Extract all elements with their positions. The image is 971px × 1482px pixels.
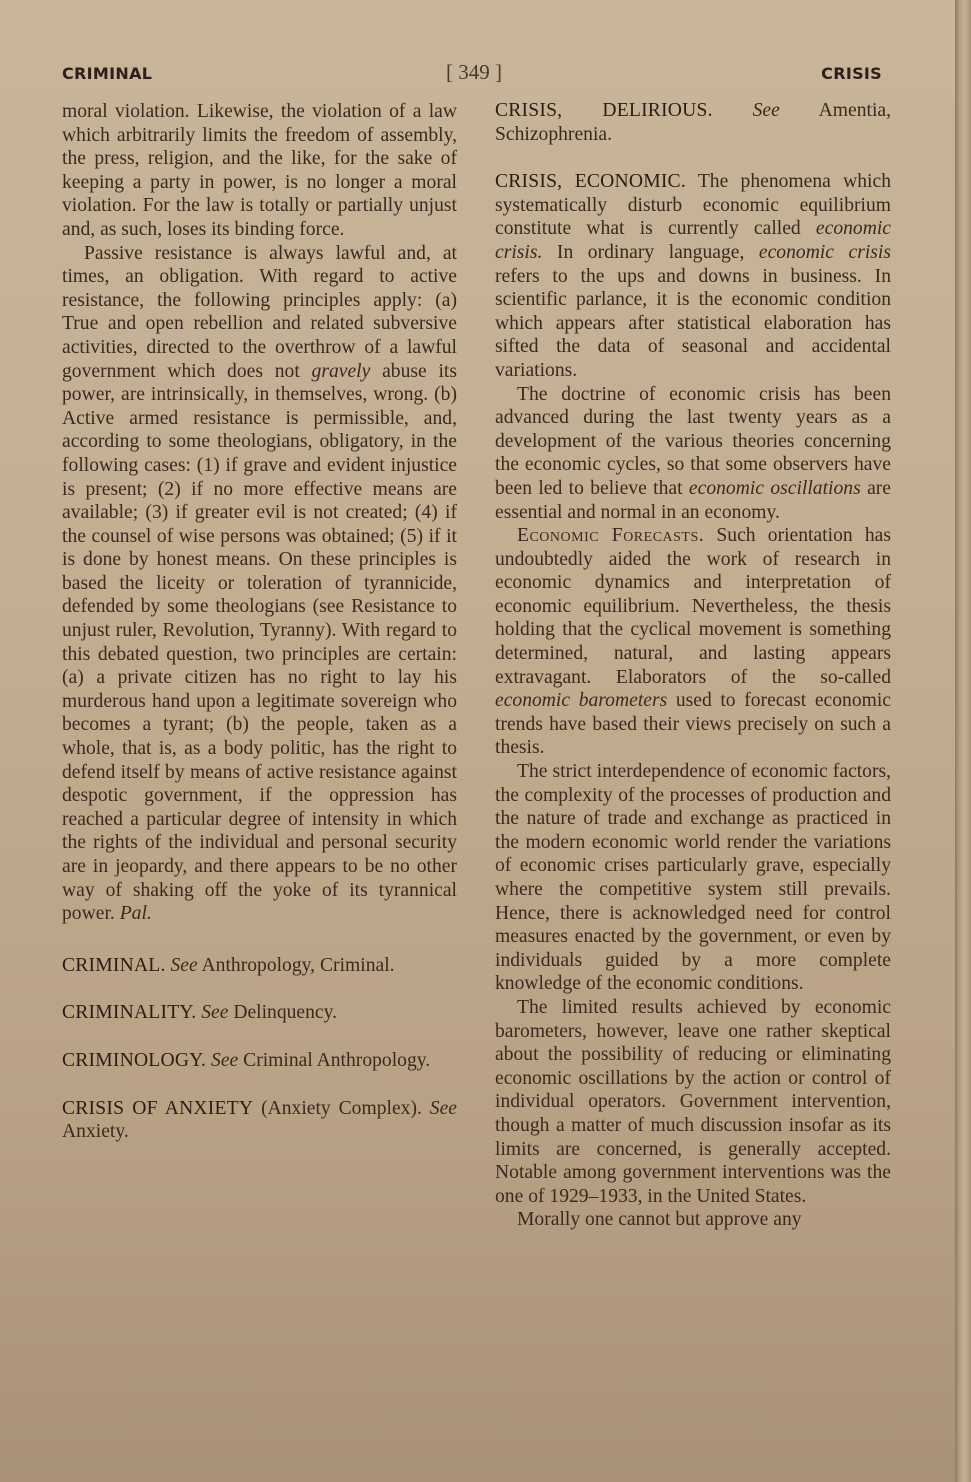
text-run: are essential and normal in an economy. bbox=[495, 477, 891, 523]
headword: CRIMINAL. bbox=[62, 954, 166, 976]
cross-reference[interactable]: Anthropology, Criminal. bbox=[201, 954, 395, 976]
barometers-paragraph: The limited results achieved by economic barometers, however, leave one rather skeptical about the possibility of reducing or eliminating economic oscillations by the action or control of individual operators. Government intervention, though a matter of much discussion insofar as its limits are concerned, is generally accepted. Notable among government interventions was the one of 1929–1933, in the United States. bbox=[495, 996, 891, 1207]
see-label: See bbox=[752, 100, 780, 121]
subheading: Economic Forecasts. bbox=[517, 525, 705, 547]
running-head-right: CRISIS bbox=[821, 64, 882, 83]
page-edge bbox=[955, 0, 971, 1482]
italic-run: economic crisis bbox=[758, 241, 891, 263]
text-run: refers to the ups and downs in business. In scientific parlance, it is the economic condition which appears after statistical elaboration has sifted the data of seasonal and accidental variations. bbox=[495, 265, 891, 381]
right-column bbox=[495, 99, 891, 1232]
resistance-paragraph bbox=[62, 242, 457, 926]
text-run: In ordinary language, bbox=[542, 241, 759, 263]
headword: CRIMINOLOGY. bbox=[62, 1049, 207, 1071]
see-label: See bbox=[170, 954, 198, 976]
text-run: The doctrine of economic crisis has been advanced during the last twenty years as a development of the various theories concerning the economic cycles, so that some observers have been led to believe that bbox=[495, 383, 891, 499]
entry-note: (Anxiety Complex). bbox=[261, 1097, 422, 1119]
cross-reference[interactable]: Amentia, Schizophrenia. bbox=[495, 100, 891, 145]
italic-run: economic oscillations bbox=[688, 477, 861, 499]
italic-run: economic barometers bbox=[495, 690, 668, 712]
continuation-paragraph: moral violation. Likewise, the violation of a law which arbitrarily limits the freedom of assembly, the press, religion, and the like, for the sake of keeping a party in power, is no longer a moral violation. For the law is totally or partially unjust and, as such, loses its binding force. bbox=[62, 101, 457, 240]
text-run: The phenomena which systematically disturb economic equilibrium constitute what is currently called bbox=[495, 171, 891, 240]
entry-criminology bbox=[62, 1049, 457, 1073]
cross-reference[interactable]: Criminal Anthropology. bbox=[243, 1049, 431, 1071]
text-run: Passive resistance is always lawful and, at times, an obligation. With regard to active resistance, the following principles apply: (a) True and open rebellion and related subversive activities, directed to the overthrow of a lawful government which does not bbox=[62, 242, 457, 382]
text-run: Such orientation has undoubtedly aided the work of research in economic dynamics and interpretation of economic equilibrium. Nevertheless, the thesis holding that the cyclical movement is something determined, natural, and lasting appears extravagant. Elaborators of the so-called bbox=[495, 525, 891, 688]
running-head bbox=[62, 60, 882, 90]
entry-crisis-delirious bbox=[495, 99, 891, 146]
author-signature: Pal. bbox=[119, 903, 152, 925]
text-run: abuse its power, are intrinsically, in themselves, wrong. (b) Active armed resistance is permissible, and, according to some theologians, obligatory, in the following cases: (1) if grave and evident injustice is present; (2) if no more effective means are available; (3) if greater evil is not created; (4) if the counsel of wise persons was obtained; (5) if it is done by honest means. On these principles is based the liceity or toleration of tyrannicide, defended by some theologians (see Resistance to unjust ruler, Revolution, Tyranny). With regard to this debated question, two principles are certain: (a) a private citizen has no right to lay his murderous hand upon a legitimate sovereign who becomes a tyrant; (b) the people, taken as a whole, that is, as a body politic, has the right to defend itself by means of active resistance against despotic government, if the oppression has reached a particular degree of intensity in which the rights of the individual and personal security are in jeopardy, and there appears to be no other way of shaking off the yoke of its tyrannical power. bbox=[62, 360, 457, 925]
italic-run: economic crisis. bbox=[495, 218, 891, 263]
text-run: used to forecast economic trends have based their views precisely on such a thesis. bbox=[495, 690, 892, 759]
italic-run: gravely bbox=[311, 360, 371, 382]
moral-paragraph: Morally one cannot but approve any bbox=[517, 1209, 802, 1231]
cross-reference[interactable]: Delinquency. bbox=[233, 1002, 338, 1024]
headword: CRIMINALITY. bbox=[62, 1002, 197, 1024]
headword: CRISIS, ECONOMIC. bbox=[495, 171, 686, 193]
see-label: See bbox=[211, 1049, 239, 1071]
interdependence-paragraph: The strict interdependence of economic factors, the complexity of the processes of production and the nature of trade and exchange as practiced in the modern economic world render the variations of economic crises particularly grave, especially where the competitive system still prevails. Hence, there is acknowledged need for control measures enacted by the government, or even by individuals guided by a more complete knowledge of the economic conditions. bbox=[495, 761, 891, 995]
entry-criminal bbox=[62, 954, 457, 978]
headword: CRISIS OF ANXIETY bbox=[62, 1097, 254, 1119]
entry-crisis-economic bbox=[495, 170, 891, 382]
doctrine-paragraph bbox=[495, 383, 891, 525]
entry-crisis-of-anxiety bbox=[62, 1097, 457, 1144]
entry-criminality bbox=[62, 1001, 457, 1025]
page-number: [ 349 ] bbox=[446, 60, 502, 84]
see-label: See bbox=[201, 1002, 229, 1024]
see-label: See bbox=[429, 1097, 457, 1119]
headword: CRISIS, DELIRIOUS. bbox=[495, 100, 713, 121]
forecasts-paragraph bbox=[495, 524, 891, 760]
cross-reference[interactable]: Anxiety. bbox=[62, 1121, 129, 1143]
left-column bbox=[62, 100, 457, 1144]
running-head-left: CRIMINAL bbox=[62, 64, 153, 83]
